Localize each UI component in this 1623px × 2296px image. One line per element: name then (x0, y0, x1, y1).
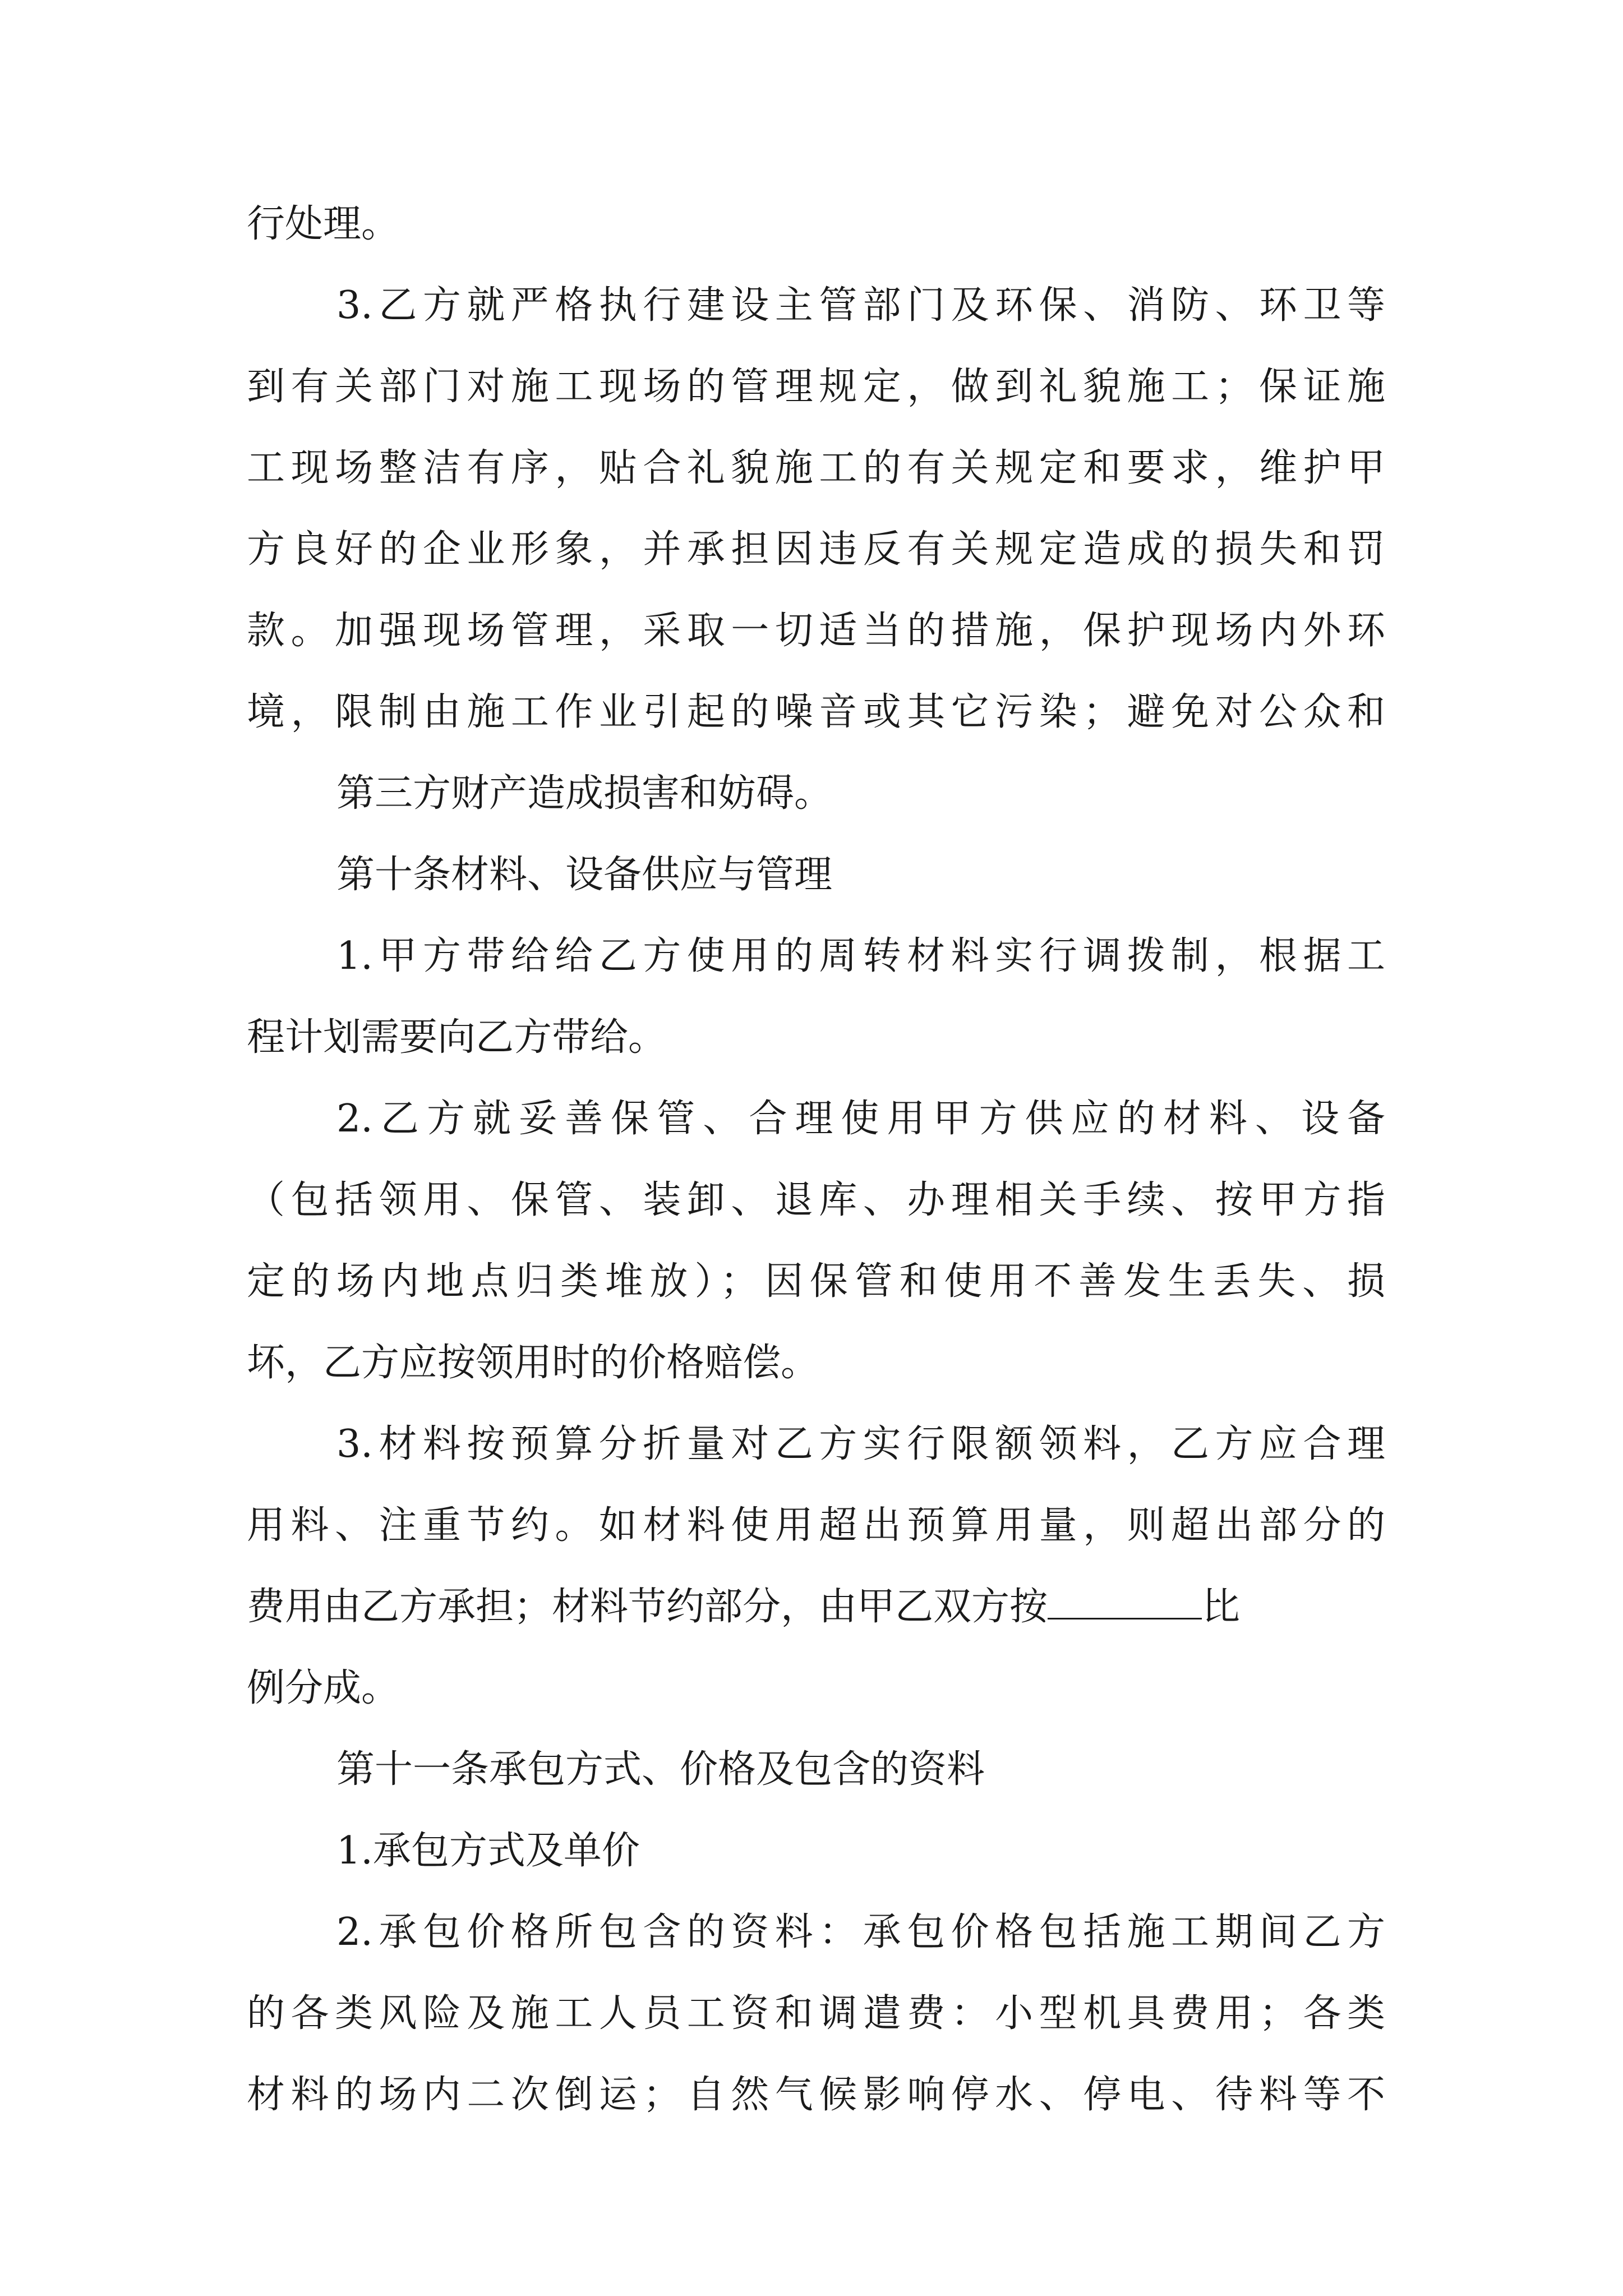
text-line: 坏，乙方应按领用时的价格赔偿。 (247, 1341, 819, 1385)
text-line: 程计划需要向乙方带给。 (247, 1015, 667, 1060)
text-line: 的各类风险及施工人员工资和调遣费：小型机具费用；各类 (247, 1991, 1385, 2036)
text-line: 2.乙方就妥善保管、合理使用甲方供应的材料、设备 (336, 1097, 1385, 1141)
text-line: 3.材料按预算分折量对乙方实行限额领料，乙方应合理 (336, 1422, 1385, 1466)
text-line: 定的场内地点归类堆放）；因保管和使用不善发生丢失、损 (247, 1259, 1385, 1304)
text-line: 例分成。 (247, 1666, 400, 1710)
text-line: 1.甲方带给给乙方使用的周转材料实行调拨制，根据工 (336, 934, 1385, 978)
text-line: 款。加强现场管理，采取一切适当的措施，保护现场内外环 (247, 609, 1385, 653)
text-line: 第三方财产造成损害和妨碍。 (336, 771, 833, 816)
text-line: 用料、注重节约。如材料使用超出预算用量，则超出部分的 (247, 1503, 1385, 1548)
text-line: 到有关部门对施工现场的管理规定，做到礼貌施工；保证施 (247, 365, 1385, 409)
text-line: 3.乙方就严格执行建设主管部门及环保、消防、环卫等 (336, 283, 1385, 328)
fill-in-blank[interactable] (1048, 1583, 1202, 1619)
text-line: 工现场整洁有序，贴合礼貌施工的有关规定和要求，维护甲 (247, 446, 1385, 490)
text-line: 材料的场内二次倒运；自然气候影响停水、停电、待料等不 (247, 2073, 1385, 2117)
text-line: 2.承包价格所包含的资料：承包价格包括施工期间乙方 (336, 1910, 1385, 1954)
section-heading: 第十一条承包方式、价格及包含的资料 (336, 1747, 985, 1792)
text-segment: 比 (1202, 1585, 1241, 1629)
text-line: （包括领用、保管、装卸、退库、办理相关手续、按甲方指 (247, 1178, 1385, 1222)
text-line: 方良好的企业形象，并承担因违反有关规定造成的损失和罚 (247, 527, 1385, 572)
text-line: 1.承包方式及单价 (336, 1829, 640, 1873)
text-line: 行处理。 (247, 202, 400, 246)
text-line-with-blank (247, 1576, 1385, 1638)
text-line: 境，限制由施工作业引起的噪音或其它污染；避免对公众和 (247, 690, 1385, 734)
text-segment: 费用由乙方承担；材料节约部分，由甲乙双方按 (247, 1585, 1048, 1629)
section-heading: 第十条材料、设备供应与管理 (336, 853, 833, 897)
